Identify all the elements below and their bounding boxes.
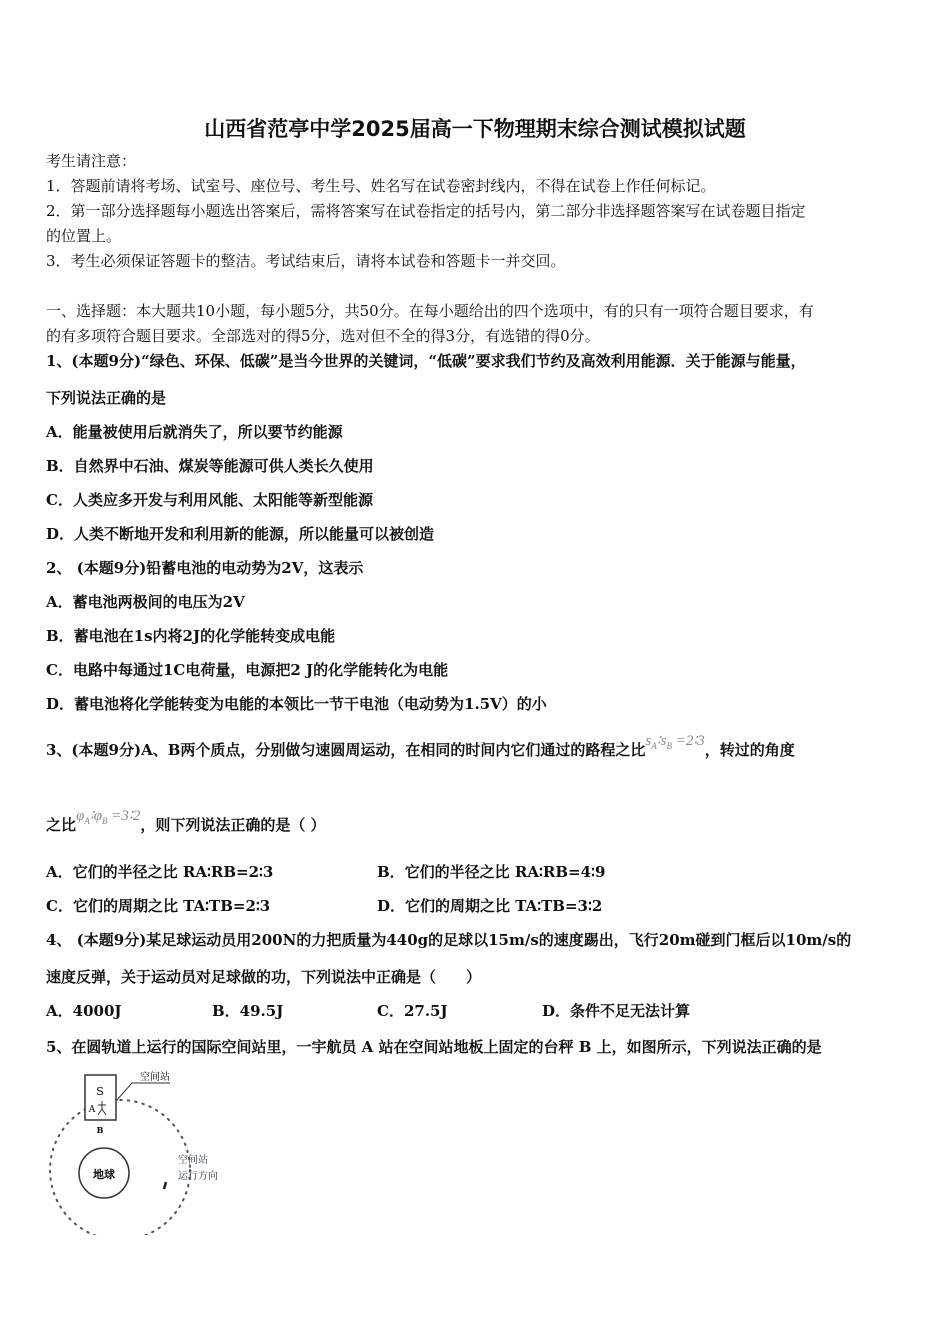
question-3-stem [46, 808, 326, 841]
q1-option-b: B．自然界中石油、煤炭等能源可供人类长久使用 [46, 457, 374, 475]
space-station-figure [40, 1065, 240, 1235]
direction-label: 空间站 [178, 1155, 208, 1166]
q1-option-c: C．人类应多开发与利用风能、太阳能等新型能源 [46, 491, 373, 509]
q1-option-a: A．能量被使用后就消失了，所以要节约能源 [46, 423, 343, 441]
direction-label: 运行方向 [178, 1171, 218, 1182]
stem-text: 之比 [46, 816, 77, 834]
q2-option-c: C．电路中每通过1C电荷量，电源把2 J的化学能转化为电能 [46, 661, 449, 679]
section-intro: 一、选择题：本大题共10小题，每小题5分，共50分。在每小题给出的四个选项中，有的只有一项符合题目要求，有 [46, 302, 814, 320]
q1-option-d: D．人类不断地开发和利用新的能源，所以能量可以被创造 [46, 525, 435, 543]
section-intro: 的有多项符合题目要求。全部选对的得5分，选对但不全的得3分，有选错的得0分。 [46, 327, 600, 345]
q4-option-d: D．条件不足无法计算 [542, 1002, 691, 1020]
question-4-stem: 4、 (本题9分)某足球运动员用200N的力把质量为440g的足球以15m/s的速度踢出，飞行20m碰到门框后以10m/s的 [46, 931, 852, 949]
question-3-stem [46, 733, 795, 766]
stem-text: ，则下列说法正确的是（ ） [140, 816, 326, 834]
q4-option-b: B．49.5J [212, 1002, 284, 1020]
stem-text: ，转过的角度 [704, 741, 795, 759]
question-1-stem: 1、(本题9分)“绿色、环保、低碳”是当今世界的关键词，“低碳”要求我们节约及高效利用能源．关于能源与能量， [46, 352, 806, 370]
q3-option-a: A．它们的半径之比 RA∶RB=2∶3 [46, 863, 274, 881]
angle-ratio-formula: $\varphi_A∶\varphi_B$ =3∶2 [76, 808, 141, 826]
q4-option-a: A．4000J [46, 1002, 122, 1020]
leader-line [116, 1083, 170, 1101]
notice-item: 3．考生必须保证答题卡的整洁。考试结束后，请将本试卷和答题卡一并交回。 [46, 252, 566, 270]
notice-heading: 考生请注意： [46, 152, 137, 170]
notice-item: 2．第一部分选择题每小题选出答案后，需将答案写在试卷指定的括号内，第二部分非选择题答案写在试卷题目指定 [46, 202, 806, 220]
question-1-stem: 下列说法正确的是 [46, 389, 167, 407]
notice-item: 的位置上。 [46, 227, 122, 245]
q3-option-c: C．它们的周期之比 TA∶TB=2∶3 [46, 897, 271, 915]
stem-text: 3、(本题9分)A、B两个质点，分别做匀速圆周运动，在相同的时间内它们通过的路程之比 [46, 741, 646, 759]
ratio-formula: $s_A∶s_B$ =2∶3 [645, 733, 705, 751]
q2-option-d: D．蓄电池将化学能转变为电能的本领比一节干电池（电动势为1.5V）的小 [46, 695, 547, 713]
station-label: 空间站 [140, 1072, 170, 1083]
q3-option-b: B．它们的半径之比 RA∶RB=4∶9 [377, 863, 606, 881]
q2-option-a: A．蓄电池两极间的电压为2V [46, 593, 245, 611]
question-2-stem: 2、 (本题9分)铅蓄电池的电动势为2V，这表示 [46, 559, 364, 577]
q4-option-c: C．27.5J [377, 1002, 448, 1020]
q3-option-d: D．它们的周期之比 TA∶TB=3∶2 [377, 897, 603, 915]
question-4-stem: 速度反弹，关于运动员对足球做的功，下列说法中正确是（ ） [46, 968, 482, 986]
page-title: 山西省范亭中学2025届高一下物理期末综合测试模拟试题 [204, 117, 746, 141]
notice-item: 1．答题前请将考场、试室号、座位号、考生号、姓名写在试卷密封线内，不得在试卷上作任何标记。 [46, 177, 716, 195]
q2-option-b: B．蓄电池在1s内将2J的化学能转变成电能 [46, 627, 336, 645]
earth-label: 地球 [93, 1168, 115, 1181]
question-5-stem: 5、在圆轨道上运行的国际空间站里，一宇航员 A 站在空间站地板上固定的台秤 B 上，如图所示，下列说法正确的是 [46, 1038, 822, 1056]
label-b: B [96, 1125, 104, 1135]
label-a: A [88, 1105, 96, 1115]
astronaut-s: S [96, 1085, 104, 1098]
direction-arrow-icon [164, 1182, 166, 1189]
